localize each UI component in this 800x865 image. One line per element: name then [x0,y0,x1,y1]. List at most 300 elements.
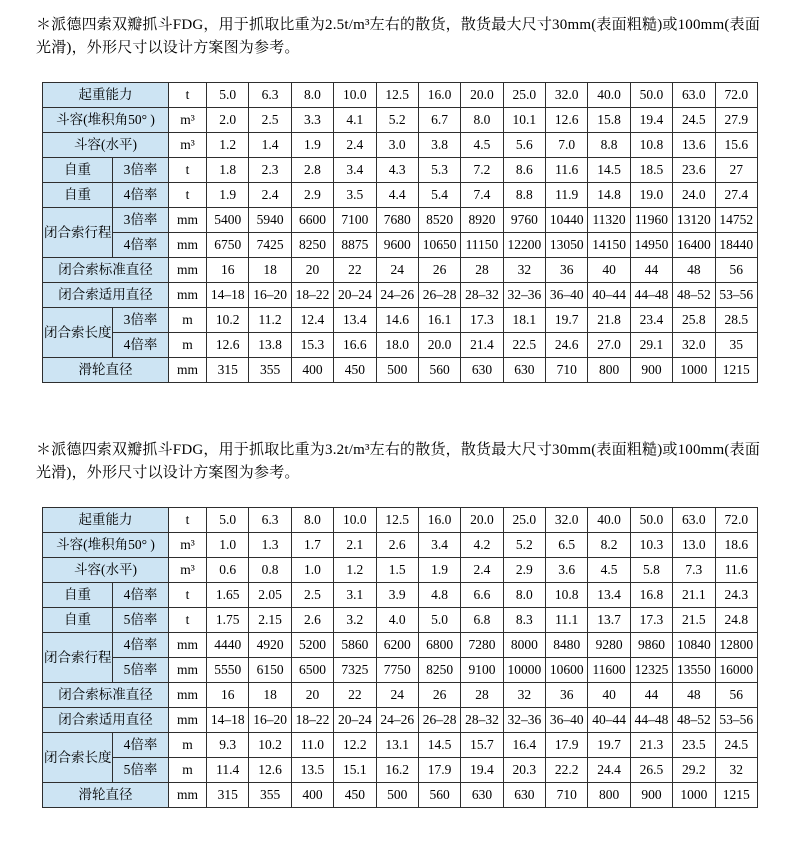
value-cell: 21.3 [630,733,672,758]
table-row [43,83,758,108]
value-cell: 40.0 [588,83,630,108]
value-cell: 23.4 [630,308,672,333]
row-sublabel: 4倍率 [113,233,169,258]
value-cell: 44–48 [630,283,672,308]
value-cell: 8.0 [503,583,545,608]
value-cell: 8250 [291,233,333,258]
unit-cell: mm [169,258,207,283]
row-label: 闭合索长度 [43,733,113,783]
value-cell: 1.5 [376,558,418,583]
value-cell: 500 [376,358,418,383]
value-cell: 26 [418,258,460,283]
value-cell: 1215 [715,783,758,808]
value-cell: 5.2 [503,533,545,558]
value-cell: 800 [588,358,630,383]
value-cell: 1.65 [207,583,249,608]
value-cell: 450 [334,358,376,383]
value-cell: 2.5 [249,108,291,133]
value-cell: 5.0 [207,508,249,533]
value-cell: 3.4 [418,533,460,558]
row-sublabel: 4倍率 [113,333,169,358]
value-cell: 8920 [461,208,503,233]
unit-cell: m [169,733,207,758]
value-cell: 7680 [376,208,418,233]
value-cell: 8.8 [503,183,545,208]
value-cell: 56 [715,258,758,283]
spec-table-body [43,83,758,383]
value-cell: 53–56 [715,708,758,733]
value-cell: 11.6 [715,558,758,583]
value-cell: 24.3 [715,583,758,608]
value-cell: 20–24 [334,708,376,733]
value-cell: 5.4 [418,183,460,208]
value-cell: 18440 [715,233,758,258]
row-sublabel: 4倍率 [113,583,169,608]
value-cell: 17.3 [461,308,503,333]
row-sublabel: 3倍率 [113,208,169,233]
value-cell: 50.0 [630,508,672,533]
value-cell: 6500 [291,658,333,683]
value-cell: 14950 [630,233,672,258]
value-cell: 5940 [249,208,291,233]
value-cell: 11.2 [249,308,291,333]
value-cell: 6800 [418,633,460,658]
value-cell: 315 [207,358,249,383]
value-cell: 14.5 [418,733,460,758]
value-cell: 13050 [546,233,588,258]
value-cell: 4.5 [588,558,630,583]
value-cell: 23.5 [673,733,715,758]
row-sublabel: 5倍率 [113,658,169,683]
table-row [43,658,758,683]
table-row [43,133,758,158]
value-cell: 1.3 [249,533,291,558]
value-cell: 13120 [673,208,715,233]
value-cell: 2.6 [376,533,418,558]
value-cell: 5.2 [376,108,418,133]
value-cell: 8.8 [588,133,630,158]
value-cell: 5550 [207,658,249,683]
row-label: 斗容(水平) [43,133,169,158]
row-label: 自重 [43,583,113,608]
value-cell: 12.2 [334,733,376,758]
row-label: 闭合索行程 [43,208,113,258]
value-cell: 72.0 [715,83,758,108]
table-row [43,108,758,133]
value-cell: 8000 [503,633,545,658]
table-row [43,158,758,183]
unit-cell: mm [169,283,207,308]
value-cell: 630 [461,358,503,383]
unit-cell: t [169,508,207,533]
unit-cell: m³ [169,558,207,583]
value-cell: 44–48 [630,708,672,733]
value-cell: 4.5 [461,133,503,158]
value-cell: 19.4 [630,108,672,133]
value-cell: 8520 [418,208,460,233]
value-cell: 16.8 [630,583,672,608]
value-cell: 1.2 [207,133,249,158]
value-cell: 12.6 [207,333,249,358]
value-cell: 72.0 [715,508,758,533]
table-row [43,283,758,308]
value-cell: 22 [334,258,376,283]
value-cell: 14–18 [207,708,249,733]
value-cell: 12.5 [376,508,418,533]
value-cell: 16–20 [249,708,291,733]
value-cell: 5200 [291,633,333,658]
value-cell: 10.0 [334,508,376,533]
value-cell: 4.3 [376,158,418,183]
value-cell: 11320 [588,208,630,233]
unit-cell: mm [169,683,207,708]
table-row [43,208,758,233]
value-cell: 20.0 [418,333,460,358]
value-cell: 21.5 [673,608,715,633]
value-cell: 19.7 [546,308,588,333]
row-label: 滑轮直径 [43,783,169,808]
value-cell: 2.4 [461,558,503,583]
row-label: 自重 [43,183,113,208]
value-cell: 1.9 [291,133,333,158]
value-cell: 63.0 [673,83,715,108]
value-cell: 8.0 [291,83,333,108]
value-cell: 8875 [334,233,376,258]
value-cell: 8.0 [461,108,503,133]
value-cell: 5.0 [418,608,460,633]
value-cell: 1.7 [291,533,333,558]
value-cell: 35 [715,333,758,358]
value-cell: 40.0 [588,508,630,533]
value-cell: 44 [630,683,672,708]
value-cell: 5.0 [207,83,249,108]
unit-cell: m [169,758,207,783]
unit-cell: m [169,308,207,333]
value-cell: 4.8 [418,583,460,608]
value-cell: 8480 [546,633,588,658]
value-cell: 630 [503,783,545,808]
row-label: 斗容(堆积角50° ) [43,533,169,558]
value-cell: 11150 [461,233,503,258]
value-cell: 28 [461,683,503,708]
value-cell: 40 [588,258,630,283]
value-cell: 18.1 [503,308,545,333]
value-cell: 16 [207,683,249,708]
unit-cell: t [169,583,207,608]
value-cell: 1215 [715,358,758,383]
value-cell: 4920 [249,633,291,658]
value-cell: 5860 [334,633,376,658]
unit-cell: mm [169,633,207,658]
value-cell: 10.0 [334,83,376,108]
value-cell: 2.4 [334,133,376,158]
table-row [43,258,758,283]
value-cell: 14.6 [376,308,418,333]
value-cell: 16400 [673,233,715,258]
value-cell: 12325 [630,658,672,683]
value-cell: 32–36 [503,283,545,308]
value-cell: 12.4 [291,308,333,333]
value-cell: 2.4 [249,183,291,208]
value-cell: 16.0 [418,508,460,533]
table-row [43,308,758,333]
row-sublabel: 5倍率 [113,758,169,783]
table-row [43,708,758,733]
row-sublabel: 4倍率 [113,733,169,758]
value-cell: 6600 [291,208,333,233]
value-cell: 40 [588,683,630,708]
value-cell: 9760 [503,208,545,233]
value-cell: 18.0 [376,333,418,358]
value-cell: 16.6 [334,333,376,358]
intro-paragraph: ＊派德四索双瓣抓斗FDG，用于抓取比重为2.5t/m³左右的散货，散货最大尺寸30mm(表面粗糙)或100mm(表面光滑)，外形尺寸以设计方案图为参考。 [36,17,761,56]
value-cell: 9280 [588,633,630,658]
value-cell: 10840 [673,633,715,658]
section-fdg-3-2 [36,439,767,808]
row-label: 闭合索适用直径 [43,708,169,733]
value-cell: 3.1 [334,583,376,608]
value-cell: 1.4 [249,133,291,158]
value-cell: 13.4 [334,308,376,333]
value-cell: 7.0 [546,133,588,158]
spec-table-fdg-3-2 [42,507,758,808]
value-cell: 8.0 [291,508,333,533]
value-cell: 24 [376,258,418,283]
value-cell: 8.6 [503,158,545,183]
value-cell: 14752 [715,208,758,233]
unit-cell: m³ [169,133,207,158]
value-cell: 13.6 [673,133,715,158]
value-cell: 1.75 [207,608,249,633]
value-cell: 32–36 [503,708,545,733]
value-cell: 27.4 [715,183,758,208]
unit-cell: m³ [169,533,207,558]
value-cell: 24–26 [376,283,418,308]
value-cell: 1.8 [207,158,249,183]
value-cell: 23.6 [673,158,715,183]
value-cell: 24.4 [588,758,630,783]
value-cell: 19.4 [461,758,503,783]
value-cell: 32.0 [546,508,588,533]
value-cell: 26–28 [418,283,460,308]
value-cell: 710 [546,358,588,383]
value-cell: 355 [249,783,291,808]
value-cell: 1.0 [207,533,249,558]
value-cell: 29.1 [630,333,672,358]
row-label: 斗容(水平) [43,558,169,583]
value-cell: 4440 [207,633,249,658]
value-cell: 27.9 [715,108,758,133]
value-cell: 10.3 [630,533,672,558]
unit-cell: t [169,83,207,108]
value-cell: 36–40 [546,283,588,308]
value-cell: 20 [291,258,333,283]
value-cell: 10.8 [630,133,672,158]
intro-paragraph: ＊派德四索双瓣抓斗FDG，用于抓取比重为3.2t/m³左右的散货，散货最大尺寸30mm(表面粗糙)或100mm(表面光滑)，外形尺寸以设计方案图为参考。 [36,442,761,481]
value-cell: 16–20 [249,283,291,308]
value-cell: 18–22 [291,283,333,308]
value-cell: 8.2 [588,533,630,558]
value-cell: 27.0 [588,333,630,358]
value-cell: 500 [376,783,418,808]
value-cell: 9860 [630,633,672,658]
value-cell: 11960 [630,208,672,233]
value-cell: 2.0 [207,108,249,133]
value-cell: 14.5 [588,158,630,183]
value-cell: 11.6 [546,158,588,183]
value-cell: 18.5 [630,158,672,183]
table-row [43,583,758,608]
value-cell: 3.0 [376,133,418,158]
value-cell: 12.6 [249,758,291,783]
spec-table-fdg-2-5 [42,82,758,383]
value-cell: 28–32 [461,283,503,308]
value-cell: 56 [715,683,758,708]
value-cell: 26.5 [630,758,672,783]
value-cell: 9100 [461,658,503,683]
value-cell: 5400 [207,208,249,233]
value-cell: 24.6 [546,333,588,358]
value-cell: 7750 [376,658,418,683]
value-cell: 32 [715,758,758,783]
value-cell: 40–44 [588,708,630,733]
value-cell: 17.3 [630,608,672,633]
value-cell: 32 [503,258,545,283]
value-cell: 20.0 [461,508,503,533]
table-row [43,683,758,708]
value-cell: 4.2 [461,533,503,558]
value-cell: 22 [334,683,376,708]
value-cell: 2.3 [249,158,291,183]
value-cell: 7100 [334,208,376,233]
value-cell: 1.9 [207,183,249,208]
value-cell: 3.8 [418,133,460,158]
value-cell: 32.0 [673,333,715,358]
value-cell: 17.9 [546,733,588,758]
value-cell: 315 [207,783,249,808]
value-cell: 24–26 [376,708,418,733]
value-cell: 11600 [588,658,630,683]
value-cell: 6.7 [418,108,460,133]
value-cell: 10600 [546,658,588,683]
value-cell: 6200 [376,633,418,658]
value-cell: 5.6 [503,133,545,158]
value-cell: 7.2 [461,158,503,183]
value-cell: 11.4 [207,758,249,783]
value-cell: 12200 [503,233,545,258]
table-row [43,608,758,633]
value-cell: 21.4 [461,333,503,358]
value-cell: 4.1 [334,108,376,133]
value-cell: 630 [503,358,545,383]
value-cell: 24 [376,683,418,708]
value-cell: 1.9 [418,558,460,583]
value-cell: 36 [546,258,588,283]
unit-cell: m [169,333,207,358]
value-cell: 1.2 [334,558,376,583]
value-cell: 16.0 [418,83,460,108]
value-cell: 12.6 [546,108,588,133]
value-cell: 10.2 [249,733,291,758]
value-cell: 32.0 [546,83,588,108]
value-cell: 2.8 [291,158,333,183]
unit-cell: mm [169,233,207,258]
row-sublabel: 5倍率 [113,608,169,633]
value-cell: 13550 [673,658,715,683]
value-cell: 6150 [249,658,291,683]
value-cell: 27 [715,158,758,183]
value-cell: 17.9 [418,758,460,783]
unit-cell: t [169,183,207,208]
value-cell: 15.1 [334,758,376,783]
value-cell: 16.1 [418,308,460,333]
value-cell: 1000 [673,358,715,383]
value-cell: 3.4 [334,158,376,183]
value-cell: 10.2 [207,308,249,333]
value-cell: 800 [588,783,630,808]
value-cell: 25.8 [673,308,715,333]
value-cell: 16.2 [376,758,418,783]
row-label: 自重 [43,608,113,633]
value-cell: 6750 [207,233,249,258]
table-row [43,508,758,533]
value-cell: 2.5 [291,583,333,608]
value-cell: 32 [503,683,545,708]
unit-cell: mm [169,658,207,683]
value-cell: 400 [291,358,333,383]
value-cell: 28–32 [461,708,503,733]
value-cell: 0.6 [207,558,249,583]
value-cell: 13.8 [249,333,291,358]
value-cell: 560 [418,358,460,383]
value-cell: 2.05 [249,583,291,608]
value-cell: 6.8 [461,608,503,633]
value-cell: 9600 [376,233,418,258]
spec-table-body [43,508,758,808]
value-cell: 3.5 [334,183,376,208]
value-cell: 11.9 [546,183,588,208]
table-row [43,758,758,783]
value-cell: 18 [249,258,291,283]
value-cell: 21.1 [673,583,715,608]
value-cell: 24.8 [715,608,758,633]
unit-cell: t [169,158,207,183]
value-cell: 7.4 [461,183,503,208]
value-cell: 14–18 [207,283,249,308]
table-row [43,358,758,383]
value-cell: 24.5 [673,108,715,133]
value-cell: 26–28 [418,708,460,733]
value-cell: 5.8 [630,558,672,583]
unit-cell: mm [169,783,207,808]
value-cell: 36 [546,683,588,708]
value-cell: 29.2 [673,758,715,783]
value-cell: 900 [630,783,672,808]
value-cell: 10650 [418,233,460,258]
row-label: 闭合索标准直径 [43,258,169,283]
value-cell: 13.1 [376,733,418,758]
value-cell: 18 [249,683,291,708]
value-cell: 26 [418,683,460,708]
value-cell: 40–44 [588,283,630,308]
value-cell: 3.6 [546,558,588,583]
value-cell: 21.8 [588,308,630,333]
value-cell: 7280 [461,633,503,658]
value-cell: 7.3 [673,558,715,583]
value-cell: 6.3 [249,508,291,533]
unit-cell: t [169,608,207,633]
value-cell: 16 [207,258,249,283]
